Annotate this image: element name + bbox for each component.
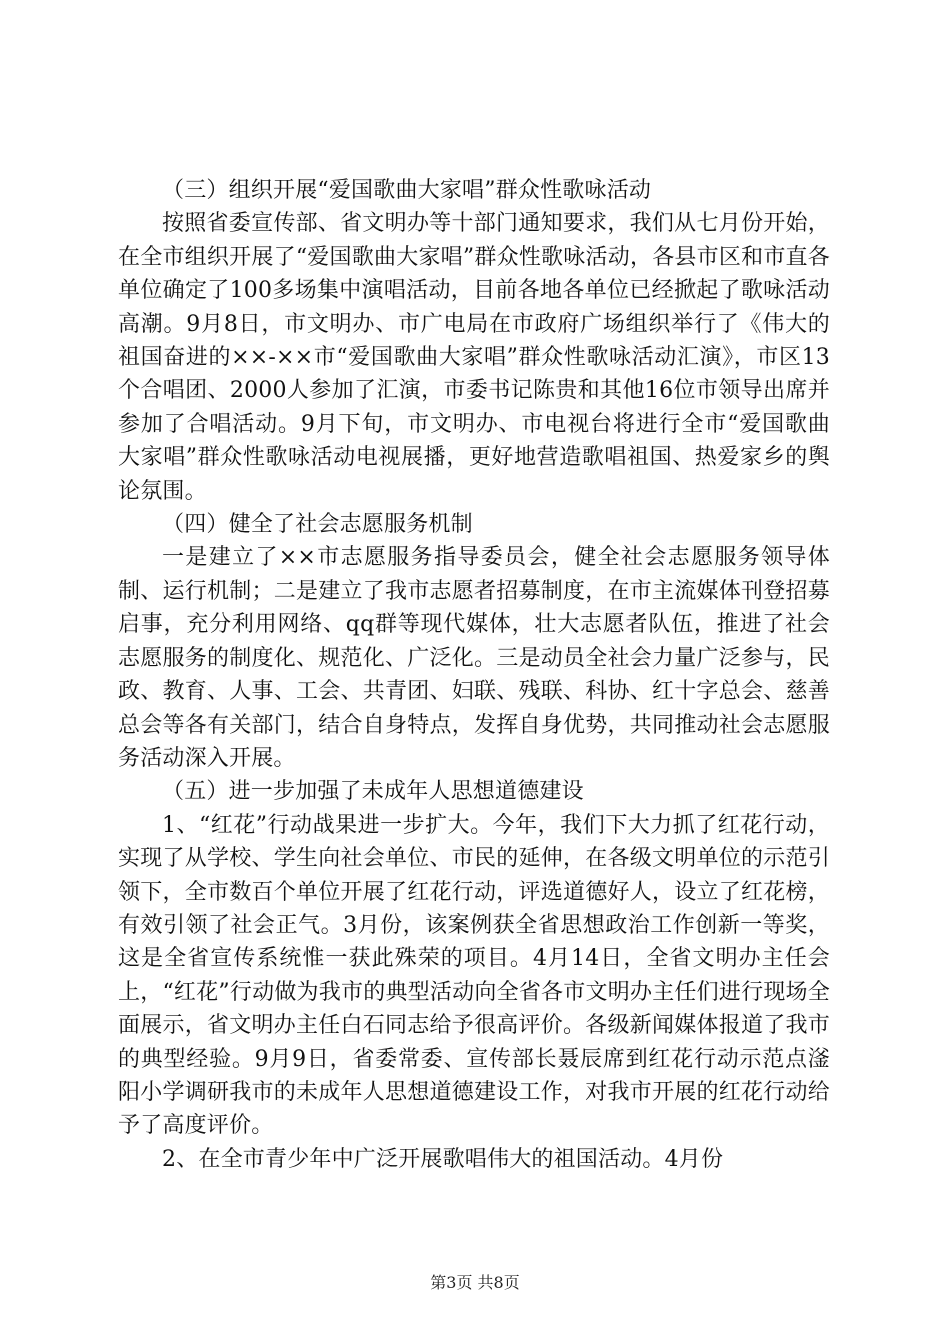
- section-heading-5: （五）进一步加强了未成年人思想道德建设: [162, 779, 584, 805]
- paragraph-volunteer: 一是建立了××市志愿服务指导委员会，健全社会志愿服务领导体制、运行机制；二是建立了我市志愿者招募制度，在市主流媒体刊登招募启事，充分利用网络、qq群等现代媒体，壮大志愿者队伍，推进了社会志愿服务的制度化、规范化、广泛化。三是动员全社会力量广泛参与，民政、教育、人事、工会、共青团、妇联、残联、科协、红十字总会、慈善总会等各有关部门，结合自身特点，发挥自身优势，共同推动社会志愿服务活动深入开展。: [118, 545, 830, 771]
- document-body: [118, 174, 830, 1176]
- section-heading-3: （三）组织开展“爱国歌曲大家唱”群众性歌咏活动: [162, 178, 652, 203]
- paragraph-red-flower: 1、“红花”行动战果进一步扩大。今年，我们下大力抓了红花行动，实现了从学校、学生向社会单位、市民的延伸，在各级文明单位的示范引领下，全市数百个单位开展了红花行动，评选道德好人，设立了红花榜，有效引领了社会正气。3月份，该案例获全省思想政治工作创新一等奖，这是全省宣传系统惟一获此殊荣的项目。4月14日，全省文明办主任会上，“红花”行动做为我市的典型活动向全省各市文明办主任们进行现场全面展示，省文明办主任白石同志给予很高评价。各级新闻媒体报道了我市的典型经验。9月9日，省委常委、宣传部长聂辰席到红花行动示范点滏阳小学调研我市的未成年人思想道德建设工作，对我市开展的红花行动给予了高度评价。: [118, 812, 830, 1139]
- page-number: 第3页 共8页: [430, 1273, 520, 1292]
- paragraph-song-activity: 按照省委宣传部、省文明办等十部门通知要求，我们从七月份开始，在全市组织开展了“爱国歌曲大家唱”群众性歌咏活动，各县市区和市直各单位确定了100多场集中演唱活动，目前各地各单位已经掀起了歌咏活动高潮。9月8日，市文明办、市广电局在市政府广场组织举行了《伟大的祖国奋进的××-××市“爱国歌曲大家唱”群众性歌咏活动汇演》，市区13个合唱团、2000人参加了汇演，市委书记陈贵和其他16位市领导出席并参加了合唱活动。9月下旬，市文明办、市电视台将进行全市“爱国歌曲大家唱”群众性歌咏活动电视展播，更好地营造歌唱祖国、热爱家乡的舆论氛围。: [118, 211, 830, 504]
- paragraph-youth-singing: 2、在全市青少年中广泛开展歌唱伟大的祖国活动。4月份: [162, 1146, 724, 1172]
- section-heading-4: （四）健全了社会志愿服务机制: [162, 512, 473, 538]
